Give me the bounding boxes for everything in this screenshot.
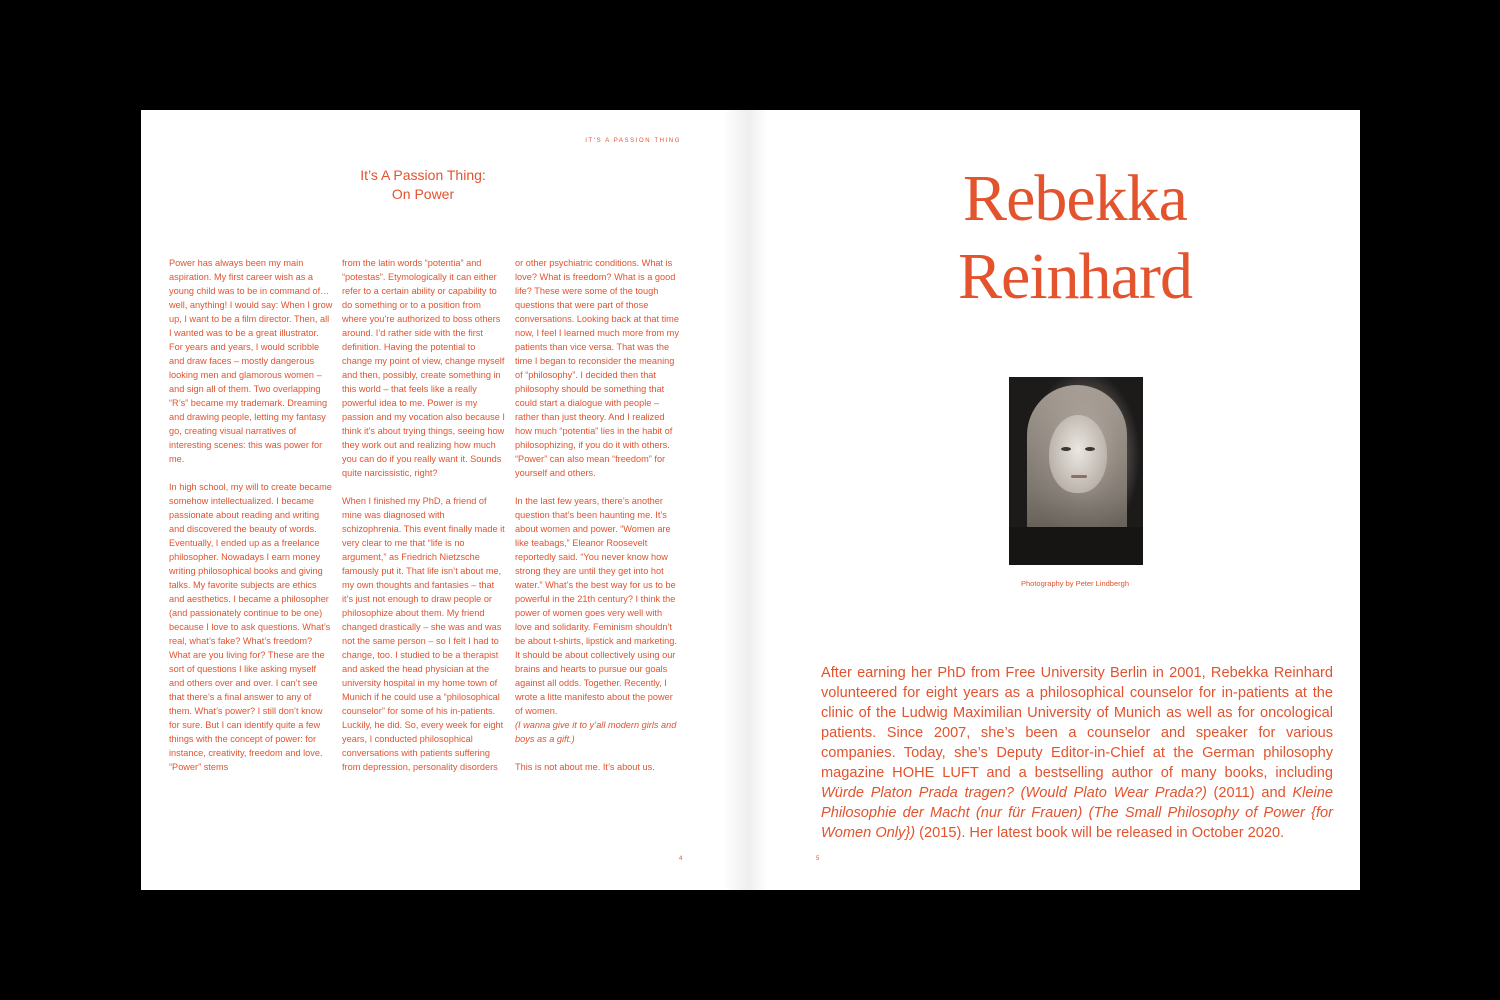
bio-text: After earning her PhD from Free University Berlin in 2001, Rebekka Reinhard volunteered for eight years as a philosophical counselor for in-patients at the clinic of the Ludwig Maximilian University of Munich as well as for oncological patients. Since 2007, she’s been a counselor and speaker for various companies. Today, she’s Deputy Editor-in-Chief at the German philosophy magazine HOHE LUFT and a bestselling author of many books, including: [821, 665, 1333, 781]
bio-text: (2011) and: [1206, 785, 1293, 801]
bio-text: (2015). Her latest book will be released in October 2020.: [915, 825, 1285, 841]
article-title-line-1: It’s A Passion Thing:: [360, 167, 486, 183]
portrait-eye: [1061, 447, 1071, 451]
text-column-1: [169, 256, 333, 774]
paragraph: [515, 494, 679, 746]
paragraph: When I finished my PhD, a friend of mine was diagnosed with schizophrenia. This event finally made it very clear to me that “life is no argument,” as Friedrich Nietzsche famously put it. That life isn’t about me, my own thoughts and fantasies – that it’s just not enough to draw people or philosophize about them. My friend changed drastically – she was and was not the same person – so I felt I had to change, too. I studied to be a therapist and asked the head physician at the university hospital in my home town of Munich if he could use a “philosophical counselor” for some of his in-patients. Luckily, he did. So, every week for eight years, I conducted philosophical conversations with patients suffering from depression, personality disorders: [342, 496, 505, 772]
italic-aside: (I wanna give it to y’all modern girls and boys as a gift.): [515, 720, 677, 744]
left-page: [141, 110, 751, 890]
article-title-line-2: On Power: [391, 186, 455, 202]
portrait-mouth: [1071, 475, 1087, 478]
paragraph-text: In the last few years, there’s another question that’s been haunting me. It’s about women and power. “Women are like teabags,” Eleanor Roosevelt reportedly said. “You never know how strong they are until they get into hot water.” What’s the best way for us to be powerful in the 21th century? I think the power of women goes very well with love and solidarity. Feminism shouldn’t be about t-shirts, lipstick and marketing. It should be about collectively using our brains and hearts to pursue our goals against all odds. Together. Recently, I wrote a litte manifesto about the power of women.: [515, 496, 677, 716]
text-column-2: [342, 256, 506, 774]
bio-paragraph: [821, 663, 1333, 843]
portrait-face: [1049, 415, 1107, 493]
photo-caption: Photography by Peter Lindbergh: [1021, 579, 1129, 588]
profile-name: [750, 160, 1360, 316]
page-number: 4: [679, 856, 683, 862]
book-title: Würde Platon Prada tragen? (Would Plato Wear Prada?): [821, 785, 1207, 801]
closing-line: This is not about me. It’s about us.: [515, 762, 655, 772]
page-number: 5: [816, 856, 820, 862]
paragraph: from the latin words “potentia” and “potestas”. Etymologically it can either refer to a certain ability or capability to do something or to a position from where you’re authorized to boss others around. I’d rather side with the first definition. Having the potential to change my point of view, change myself and then, possibly, create something in this world – that feels like a really powerful idea to me. Power is my passion and my vocation also because I think it’s about trying things, seeing how they work out and realizing how much you can do if you really want it. Sounds quite narcissistic, right?: [342, 258, 505, 478]
article-title: [141, 166, 705, 204]
portrait-photo: [1009, 377, 1143, 565]
paragraph: In high school, my will to create became somehow intellectualized. I became passionate about reading and writing and discovered the beauty of words. Eventually, I ended up as a freelance philosopher. Nowadays I earn money writing philosophical books and giving talks. My favorite subjects are ethics and aesthetics. I became a philosopher (and passionately continue to be one) because I love to ask questions. What’s real, what’s fake? What’s freedom? What are you living for? These are the sort of questions I like asking myself and others over and over. I can’t see that there’s a final answer to any of them. What’s power? I still don’t know for sure. But I can identify quite a few things with the concept of power: for instance, creativity, freedom and love. “Power” stems: [169, 482, 332, 772]
portrait-shoulders: [1009, 527, 1143, 565]
paragraph: Power has always been my main aspiration. My first career wish as a young child was to be in command of… well, anything! I would say: When I grow up, I want to be a film director. Then, all I wanted was to be a great illustrator. For years and years, I would scribble and draw faces – mostly dangerous looking men and glamorous women – and sign all of them. Two overlapping “R’s” became my trademark. Dreaming and drawing people, letting my fantasy go, creating visual narratives of interesting scenes: this was power for me.: [169, 258, 333, 464]
portrait-eye: [1085, 447, 1095, 451]
running-head: IT’S A PASSION THING: [585, 138, 681, 144]
paragraph: or other psychiatric conditions. What is love? What is freedom? What is a good life? These were some of the tough questions that were part of those conversations. Looking back at that time now, I feel I learned much more from my patients than vice versa. That was the time I began to reconsider the meaning of “philosophy”. I decided then that philosophy should be something that could start a dialogue with people – rather than just theory. And I realized how much “potentia” lies in the habit of philosophizing, if you do it with others. “Power” can also mean “freedom” for yourself and others.: [515, 258, 679, 478]
profile-name-line-1: Rebekka: [963, 162, 1187, 235]
profile-name-line-2: Reinhard: [958, 240, 1192, 313]
book-title: Kleine Philosophie der Macht (nur für Frauen) (The Small Philosophy of Power {for Women Only}): [821, 785, 1333, 841]
text-column-3: [515, 256, 679, 774]
gutter-shadow: [723, 110, 751, 890]
right-page: [750, 110, 1360, 890]
